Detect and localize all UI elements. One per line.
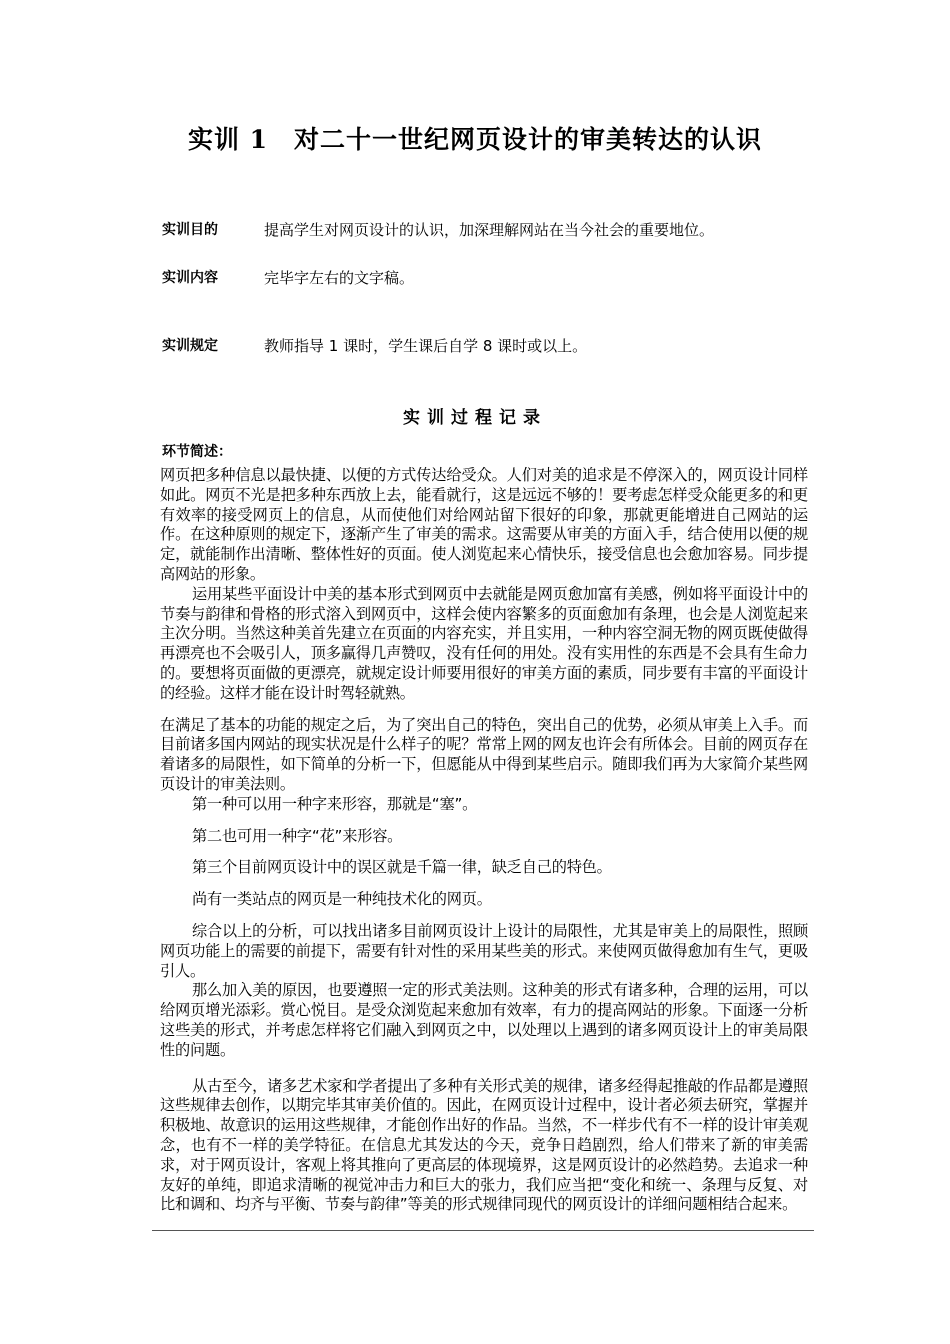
paragraph: 第三个目前网页设计中的误区就是千篇一律，缺乏自己的特色。 <box>192 858 612 877</box>
meta-label: 实训规定 <box>162 338 218 354</box>
paragraph: 第一种可以用一种字来形容，那就是“塞”。 <box>192 794 478 813</box>
meta-value: 提高学生对网页设计的认识，加深理解网站在当今社会的重要地位。 <box>264 221 715 239</box>
meta-label: 实训目的 <box>162 222 218 238</box>
paragraph: 从古至今，诸多艺术家和学者提出了多种有关形式美的规律，诸多经得起推敲的作品都是遵照这些规律去创作，以期完毕其审美价值的。因此，在网页设计过程中，设计者必须去研究，掌握并积极地、故意识的运用这些规律，才能创作出好的作品。当然，不一样步代有不一样的设计审美观念，也有不一样的美学特征。在信息尤其发达的今天，竞争日趋剧烈，给人们带来了新的审美需求，对于网页设计，客观上将其推向了更高层的体现境界，这是网页设计的必然趋势。去追求一种友好的单纯，即追求清晰的视觉冲击力和巨大的张力，我们应当把“变化和统一、条理与反复、对比和调和、均齐与平衡、节奏与韵律”等美的形式规律同现代的网页设计的详细问题相结合起来。 <box>160 1076 808 1214</box>
paragraph: 网页把多种信息以最快捷、以便的方式传达给受众。人们对美的追求是不停深入的，网页设计同样如此。网页不光是把多种东西放上去，能看就行，这是远远不够的！要考虑怎样受众能更多的和更有效率的接受网页上的信息，从而使他们对给网站留下很好的印象，那就更能增进自己网站的运作。在这种原则的规定下，逐渐产生了审美的需求。这需要从审美的方面入手，结合使用以便的规定，就能制作出清晰、整体性好的页面。使人浏览起来心情快乐，接受信息也会愈加容易。同步提高网站的形象。 <box>160 466 808 583</box>
meta-label: 实训内容 <box>162 270 218 286</box>
paragraph: 那么加入美的原因，也要遵照一定的形式美法则。这种美的形式有诸多种，合理的运用，可以给网页增光添彩。赏心悦目。是受众浏览起来愈加有效率，有力的提高网站的形象。下面逐一分析这些美的形式，并考虑怎样将它们融入到网页之中，以处理以上遇到的诸多网页设计上的审美局限性的问题。 <box>160 981 808 1059</box>
paragraph: 尚有一类站点的网页是一种纯技术化的网页。 <box>192 890 492 909</box>
paragraph: 运用某些平面设计中美的基本形式到网页中去就能是网页愈加富有美感，例如将平面设计中的节奏与韵律和骨格的形式溶入到网页中，这样会使内容繁多的页面愈加有条理，也会是人浏览起来主次分明。当然这种美首先建立在页面的内容充实，并且实用，一种内容空洞无物的网页既使做得再漂亮也不会吸引人，顶多赢得几声赞叹，没有任何的用处。没有实用性的东西是不会具有生命力的。要想将页面做的更漂亮，就规定设计师要用很好的审美方面的素质，同步要有丰富的平面设计的经验。这样才能在设计时驾轻就熟。 <box>160 584 808 702</box>
footer-divider <box>152 1230 814 1231</box>
meta-value: 教师指导 1 课时，学生课后自学 8 课时或以上。 <box>264 337 588 355</box>
section-title: 实训过程记录 <box>403 408 547 428</box>
paragraph: 第二也可用一种字“花”来形容。 <box>192 826 403 845</box>
paragraph: 在满足了基本的功能的规定之后，为了突出自己的特色，突出自己的优势，必须从审美上入手。而目前诸多国内网站的现实状况是什么样子的呢？常常上网的网友也许会有所体会。目前的网页存在着诸多的局限性，如下简单的分析一下，但愿能从中得到某些启示。随即我们再为大家简介某些网页设计的审美法则。 <box>160 715 808 793</box>
page-title: 实训 1 对二十一世纪网页设计的审美转达的认识 <box>187 125 763 154</box>
meta-value: 完毕字左右的文字稿。 <box>264 269 415 287</box>
body-text <box>160 466 808 1215</box>
section-subhead: 环节简述： <box>162 444 232 460</box>
paragraph: 综合以上的分析，可以找出诸多目前网页设计上设计的局限性，尤其是审美上的局限性，照顾网页功能上的需要的前提下，需要有针对性的采用某些美的形式。来使网页做得愈加有生气，更吸引人。 <box>160 921 808 980</box>
